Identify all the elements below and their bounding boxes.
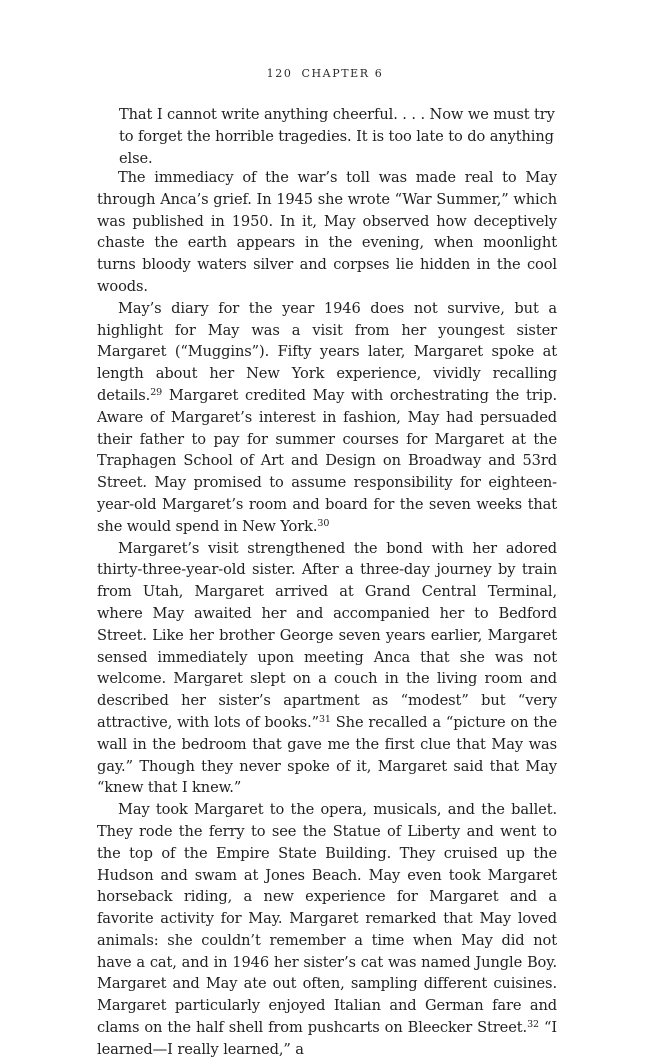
page-number: 120 <box>266 67 293 80</box>
paragraph <box>97 167 557 298</box>
footnote-ref: 32 <box>527 1019 539 1031</box>
chapter-label: CHAPTER 6 <box>301 67 384 80</box>
paragraph-text: She recalled a “picture on the wall in the bedroom that gave me the first clue that May was gay.” Though they never spoke of it, Margaret said that May “knew that I knew.” <box>97 713 558 797</box>
footnote-ref: 31 <box>318 713 331 725</box>
running-header <box>0 67 650 80</box>
block-quote <box>119 104 559 169</box>
paragraph-text: May took Margaret to the opera, musicals, and the ballet. They rode the ferry to see the Statue of Liberty and went to the top of the Empire State Building. They cruised up the Hudson and swam at Jones Beach. May even took Margaret horseback riding, a new experience for Margaret and a favorite activity for May. Margaret remarked that May loved animals: she couldn’t remember a time when May did not have a cat, and in 1946 her sister’s cat was named Jungle Boy. Margaret and May ate out often, sampling different cuisines. Margaret particularly enjoyed Italian and German fare and clams on the half shell from pushcarts on Bleecker Street. <box>97 801 557 1037</box>
paragraph-text: The immediacy of the war’s toll was made real to May through Anca’s grief. In 1945 she wrote “War Summer,” which was published in 1950. In it, May observed how deceptively chaste the earth appears in the evening, when moonlight turns bloody waters silver and corpses lie hidden in the cool woods. <box>97 169 557 295</box>
footnote-ref: 29 <box>150 386 163 398</box>
paragraph <box>97 799 557 1061</box>
paragraph <box>97 298 557 538</box>
body-text <box>97 167 557 1061</box>
paragraph-text: “I learned—I really learned,” a <box>97 1019 557 1058</box>
paragraph-text: Margaret credited May with orchestrating the trip. Aware of Margaret’s interest in fashion, May had persuaded their father to pay for summer courses for Margaret at the Traphagen School of Art and Design on Broadway and 53rd Street. May promised to assume responsibility for eighteen-year-old Margaret’s room and board for the seven weeks that she would spend in New York. <box>97 386 557 535</box>
paragraph-text: May’s diary for the year 1946 does not survive, but a highlight for May was a visit from her youngest sister Margaret (“Muggins”). Fifty years later, Margaret spoke at length about her New York experience, vividly recalling details. <box>97 299 557 404</box>
footnote-ref: 30 <box>317 517 330 529</box>
paragraph-text: Margaret’s visit strengthened the bond with her adored thirty-three-year-old sister. After a three-day journey by train from Utah, Margaret arrived at Grand Central Terminal, where May awaited her and accompanied her to Bedford Street. Like her brother George seven years earlier, Margaret sensed immediately upon meeting Anca that she was not welcome. Margaret slept on a couch in the living room and described her sister’s apartment as “modest” but “very attractive, with lots of books.” <box>97 539 557 731</box>
block-quote-text: That I cannot write anything cheerful. . . . Now we must try to forget the horrible tragedies. It is too late to do anything else. <box>119 106 555 167</box>
paragraph <box>97 538 557 800</box>
